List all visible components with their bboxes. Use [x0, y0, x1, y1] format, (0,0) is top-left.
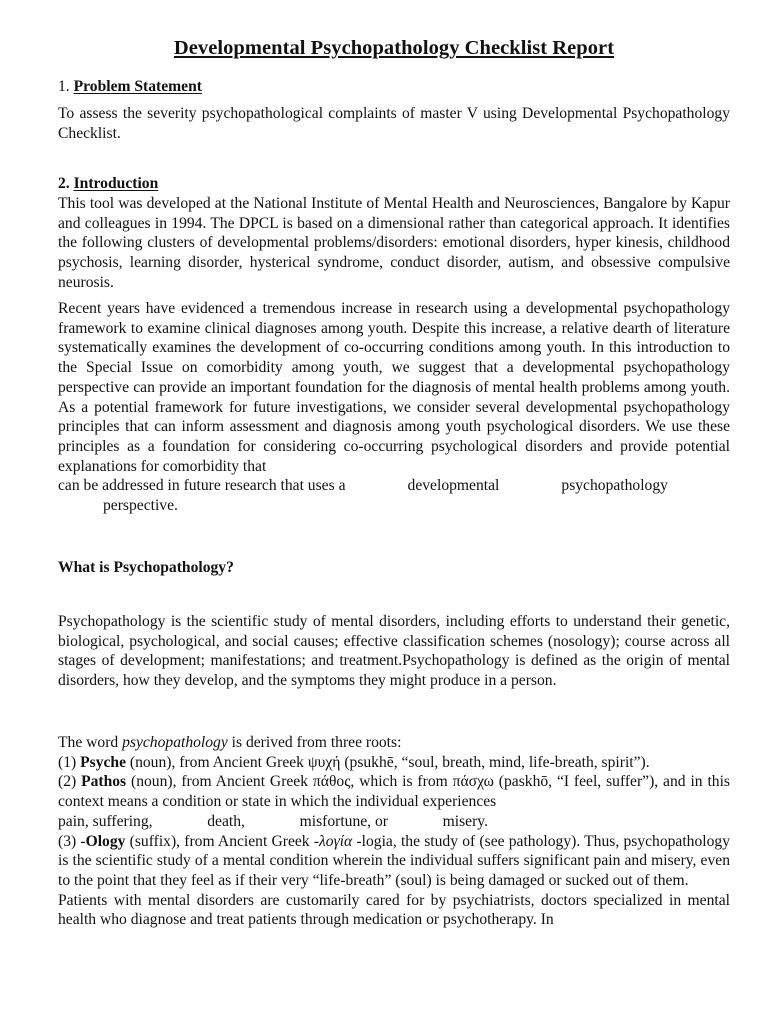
- root-pathos-tail-line: pain, suffering, death, misfortune, or misery.: [58, 812, 488, 830]
- document-title: Developmental Psychopathology Checklist Report: [173, 37, 615, 59]
- section-heading-text: Introduction: [73, 175, 159, 192]
- what-is-psychopathology-paragraph: Psychopathology is the scientific study of mental disorders, including efforts to understand their genetic, biological, psychological, and social causes; effective classification schemes (nosology); course across all stages of development; manifestations; and treatment.Psychopathology is defined as the origin of mental disorders, how they develop, and the symptoms they might produce in a person.: [58, 613, 730, 690]
- problem-statement-text: To assess the severity psychopathological complaints of master V using Developmental Psychopathology Checklist.: [58, 105, 730, 142]
- what-is-psychopathology-heading: What is Psychopathology?: [58, 559, 234, 576]
- greek-term: λογία: [319, 832, 353, 850]
- introduction-paragraph-2-tail-line: can be addressed in future research that uses a developmental psychopathology: [58, 477, 668, 495]
- closing-paragraph: Patients with mental disorders are customarily cared for by psychiatrists, doctors specialized in mental health who diagnose and treat patients through medication or psychotherapy. In: [58, 891, 730, 929]
- italic-term: psychopathology: [122, 734, 228, 751]
- root-ology: (3) -Ology (suffix), from Ancient Greek -λογία -logia, the study of (see pathology). Thus, psychopathology is the scientific study of a mental condition wherein the individual suffers significant pain and misery, even to the point that they feel as if their very “life-breath” (soul) is being damaged or sucked out of them.: [58, 832, 730, 889]
- etymology-intro: The word psychopathology is derived from three roots:: [58, 734, 402, 751]
- introduction-paragraph-2: [58, 299, 730, 516]
- introduction-paragraph-1: This tool was developed at the National Institute of Mental Health and Neurosciences, Bangalore by Kapur and colleagues in 1994. The DPCL is based on a dimensional rather than categorical approach. It identifies the following clusters of developmental problems/disorders: emotional disorders, hyper kinesis, childhood psychosis, learning disorder, hysterical syndrome, conduct disorder, autism, and obsessive compulsive neurosis.: [58, 195, 730, 291]
- section-number: 2.: [58, 175, 70, 192]
- introduction-heading: [58, 174, 730, 194]
- root-pathos: (2) Pathos (noun), from Ancient Greek πάθος, which is from πάσχω (paskhō, “I feel, suffer”), and in this context means a condition or state in which the individual experiences: [58, 773, 730, 811]
- problem-statement-heading: [58, 77, 730, 97]
- introduction-paragraph-2-body: Recent years have evidenced a tremendous increase in research using a developmental psychopathology framework to examine clinical diagnoses among youth. Despite this increase, a relative dearth of literature systematically examines the development of co-occurring conditions among youth. In this introduction to the Special Issue on comorbidity among youth, we suggest that a developmental psychopathology perspective can provide an important foundation for the diagnosis of mental health problems among youth. As a potential framework for future investigations, we consider several developmental psychopathology principles that can inform assessment and diagnosis among youth psychological disorders. We use these principles as a foundation for considering co-occurring psychological disorders and provide potential explanations for comorbidity that: [58, 300, 730, 475]
- section-number: 1.: [58, 78, 70, 95]
- introduction-paragraph-2-last-line: perspective.: [103, 497, 178, 515]
- etymology-section: [58, 733, 730, 930]
- section-heading-text: Problem Statement: [73, 78, 202, 95]
- root-psyche: (1) Psyche (noun), from Ancient Greek ψυχή (psukhē, “soul, breath, mind, life-breath, spirit”).: [58, 753, 650, 771]
